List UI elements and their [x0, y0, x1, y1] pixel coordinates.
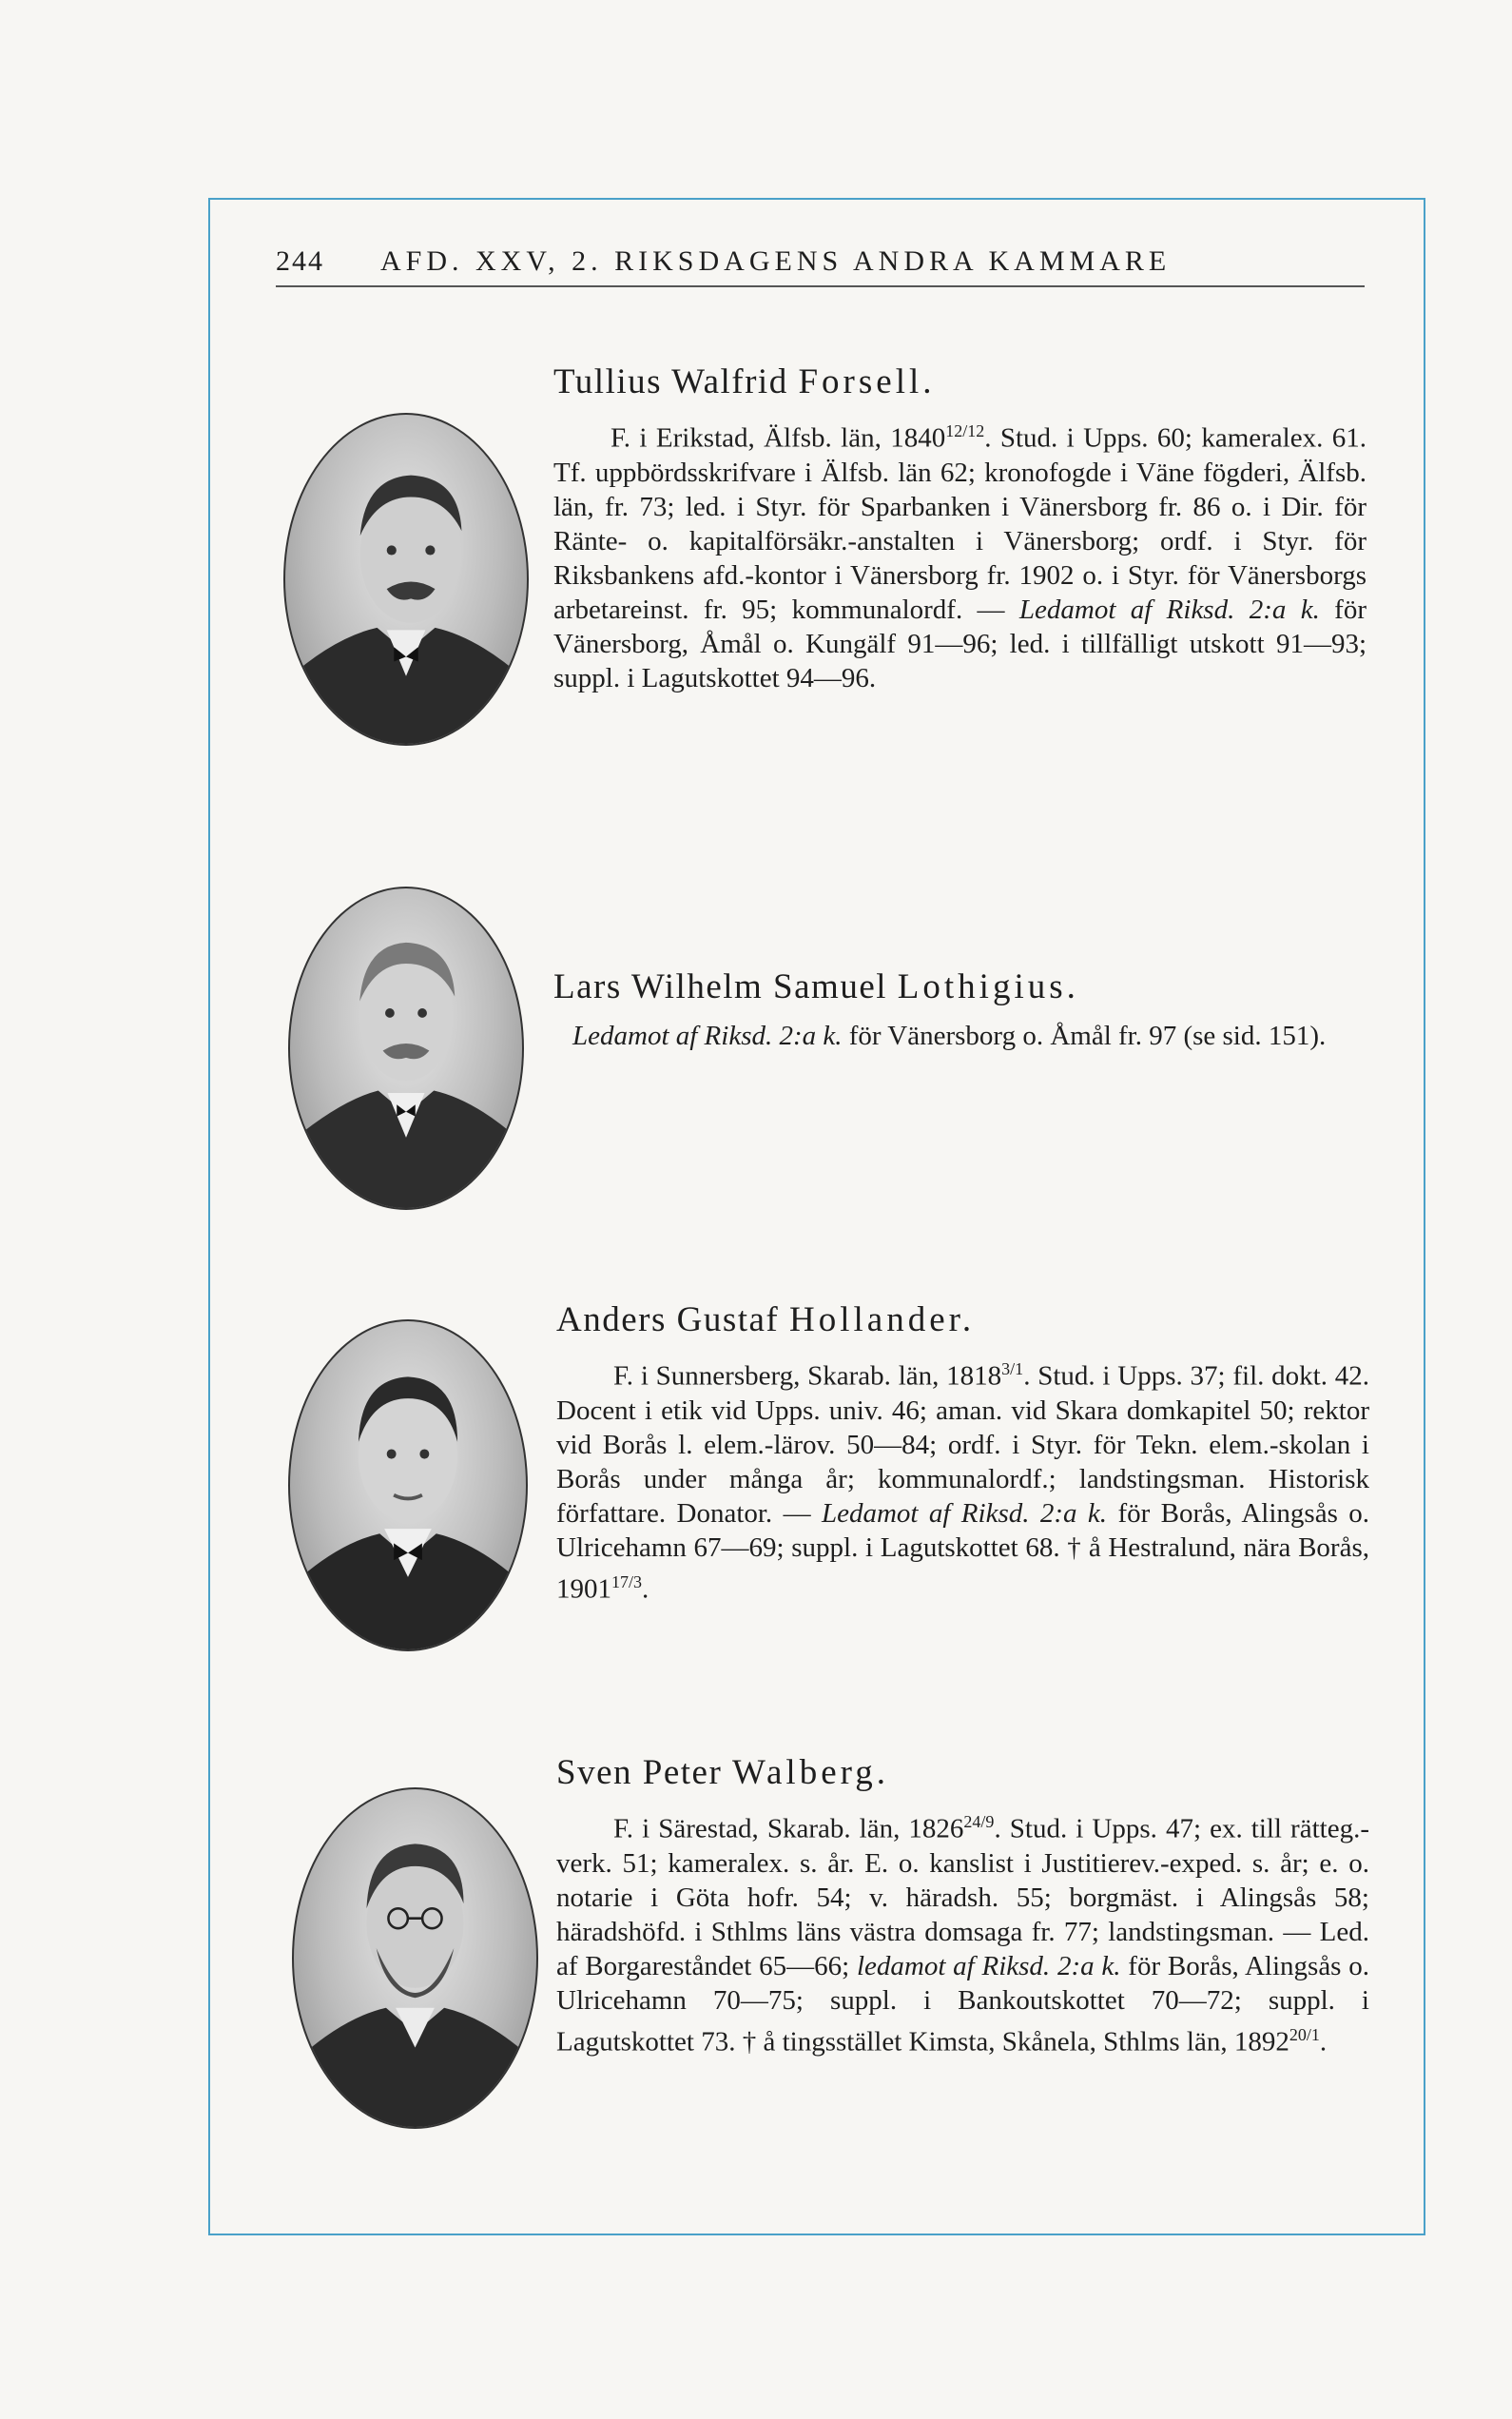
entry-name — [553, 361, 1367, 402]
running-header — [276, 238, 1365, 287]
entry-walberg — [556, 1752, 1369, 2058]
given-names: Sven Peter — [556, 1753, 723, 1792]
entry-forsell — [553, 361, 1367, 695]
entry-bio — [553, 1019, 1367, 1053]
text-run: . Stud. i Upps. 37; fil. dokt. 42. Docent i etik vid Upps. univ. 46; aman. vid Skara domkapitel 50; rektor vid Borås l. elem.-lärov. 50—84; ordf. i Styr. för Tekn. elem.-skolan i Borås under många år; kommunalordf.; landstingsman. Historisk författare. Donator. — — [556, 1360, 1369, 1529]
text-run: . — [642, 1573, 649, 1605]
given-names: Lars Wilhelm Samuel — [553, 967, 888, 1006]
surname: Walberg. — [732, 1753, 890, 1792]
text-run: . Stud. i Upps. 60; kameralex. 61. Tf. uppbördsskrifvare i Älfsb. län 62; kronofogde i Väne fögderi, Älfsb. län, fr. 73; led. i Styr. för Sparbanken i Vänersborg fr. 86 o. i Dir. för Ränte- o. kapitalförsäkr.-anstalten i Vänersborg; ordf. i Styr. för Riksbankens afd.-kontor i Vänersborg fr. 1902 o. i Styr. för Vänersborgs arbetareinst. fr. 95; kommunalordf. — — [553, 422, 1367, 625]
entry-name — [556, 1752, 1369, 1793]
entry-lothigius — [553, 966, 1367, 1053]
text-run: för Vänersborg, Åmål o. Kungälf 91—96; led. i tillfälligt utskott 91—93; suppl. i Lagutskottet 94—96. — [553, 594, 1367, 693]
date-superscript: 24/9 — [963, 1812, 995, 1831]
entry-hollander — [556, 1299, 1369, 1606]
date-superscript: 12/12 — [945, 421, 985, 440]
text-run: . Stud. i Upps. 47; ex. till rätteg.-verk. 51; kameralex. s. år. E. o. kanslist i Justitierev.-exped. s. år; e. o. notarie i Göta hofr. 54; v. häradsh. 55; borgmäst. i Alingsås 58; häradshöfd. i Sthlms läns västra domsaga fr. 77; landstingsman. — Led. af Borgareståndet 65—66; — [556, 1813, 1369, 1981]
page-number: 244 — [276, 245, 324, 277]
given-names: Anders Gustaf — [556, 1300, 780, 1339]
portrait-hollander — [288, 1319, 528, 1651]
portrait-walberg — [292, 1787, 538, 2129]
header-title: AFD. XXV, 2. RIKSDAGENS ANDRA KAMMARE — [380, 245, 1172, 277]
entry-name — [553, 966, 1367, 1007]
italic-run: Ledamot af Riksd. 2:a k. — [821, 1497, 1108, 1529]
text-run: F. i Erikstad, Älfsb. län, 1840 — [611, 422, 946, 454]
text-run: för Borås, Alingsås o. Ulricehamn 70—75; suppl. i Bankoutskottet 70—72; suppl. i Lagutskottet 73. † å tingsstället Kimsta, Skånela, Sthlms län, 1892 — [556, 1950, 1370, 2058]
italic-run: Ledamot af Riksd. 2:a k. — [1018, 594, 1320, 625]
portrait-forsell — [283, 413, 529, 746]
date-superscript: 3/1 — [1001, 1359, 1024, 1378]
entry-name — [556, 1299, 1369, 1340]
text-run: F. i Särestad, Skarab. län, 1826 — [613, 1813, 964, 1844]
entry-bio — [553, 414, 1367, 695]
italic-run: Ledamot af Riksd. 2:a k. — [572, 1021, 843, 1051]
portrait-lothigius — [288, 887, 524, 1210]
entry-bio — [556, 1804, 1369, 2058]
text-run: . — [1319, 2026, 1328, 2058]
given-names: Tullius Walfrid — [553, 362, 788, 401]
date-superscript: 17/3 — [611, 1571, 643, 1591]
surname: Lothigius. — [897, 967, 1079, 1006]
text-run: F. i Sunnersberg, Skarab. län, 1818 — [613, 1360, 1002, 1392]
italic-run: ledamot af Riksd. 2:a k. — [856, 1950, 1121, 1981]
text-run: för Vänersborg o. Åmål fr. 97 (se sid. 151). — [842, 1021, 1327, 1051]
entry-bio — [556, 1352, 1369, 1606]
surname: Forsell. — [798, 362, 936, 401]
date-superscript: 20/1 — [1289, 2024, 1320, 2044]
surname: Hollander. — [789, 1300, 976, 1339]
text-run: för Borås, Alingsås o. Ulricehamn 67—69; suppl. i Lagutskottet 68. † å Hestralund, nära Borås, 1901 — [556, 1497, 1370, 1605]
